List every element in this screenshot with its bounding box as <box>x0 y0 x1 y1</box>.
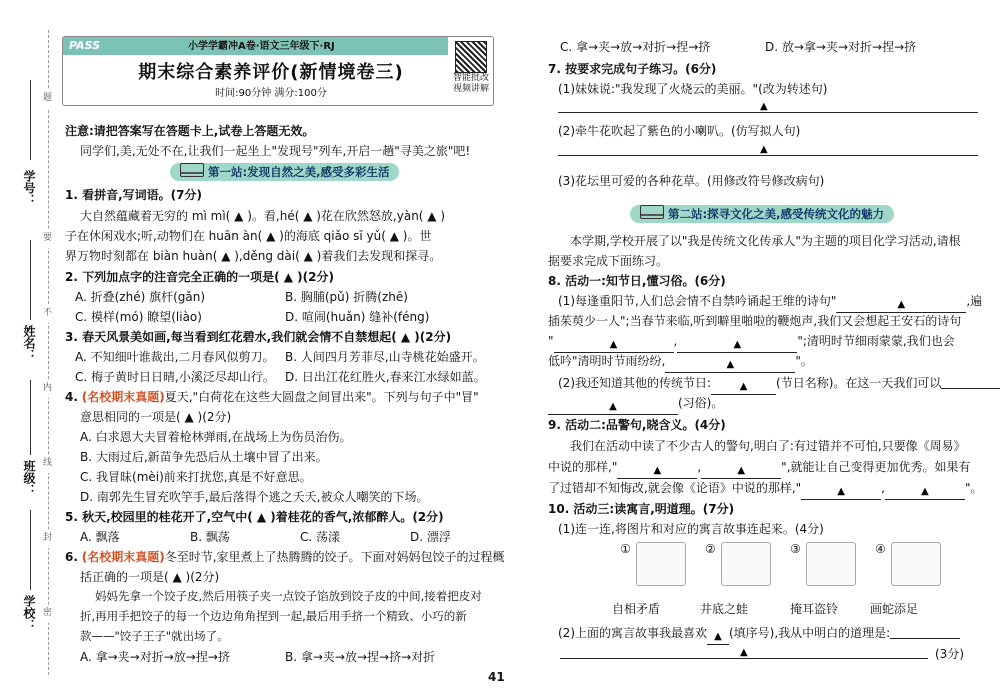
q10-sub-1: (1)连一连,将图片和对应的寓言故事连起来。(4分) <box>558 522 824 536</box>
q6-tag: (名校期末真题) <box>81 550 165 564</box>
q5-title: 5. 秋天,校园里的桂花开了,空气中( ▲ )着桂花的香气,浓郁醉人。(2分) <box>65 510 444 524</box>
blank[interactable]: ▲ <box>617 460 697 479</box>
q7-sub-1: (1)妹妹说:"我发现了火烧云的美丽。"(改为转述句) <box>558 82 828 96</box>
blank[interactable]: ▲ <box>701 460 781 479</box>
blank[interactable]: ▲ <box>885 481 965 500</box>
station-2-intro: 据要求完成下面练习。 <box>548 254 669 268</box>
answer-marker: ▲ <box>740 647 748 658</box>
q4-title-cont: 意思相同的一项是( ▲ )(2分) <box>80 410 232 424</box>
q3-option-d[interactable]: D. 日出江花红胜火,春来江水绿如蓝。 <box>285 370 486 384</box>
q4-option-c[interactable]: C. 我冒昧(mèi)前来打扰您,真是不好意思。 <box>80 470 312 484</box>
qr-caption: 智能批改 视频讲解 <box>452 73 489 95</box>
fable-picture-1[interactable] <box>636 542 686 586</box>
margin-blank-school <box>30 510 31 590</box>
answer-marker: ▲ <box>760 144 768 155</box>
train-icon <box>180 163 204 177</box>
q9-line: 了过错却不知悔改,就会像《论语》中说的那样," ▲ , ▲ "。 <box>548 479 983 500</box>
margin-label-class: 班级： <box>22 460 36 496</box>
page-number: 41 <box>488 670 505 684</box>
q6-title-text: 冬至时节,家里煮上了热腾腾的饺子。下面对妈妈包饺子的过程概 <box>164 550 505 564</box>
fig-number: ② <box>705 542 716 556</box>
fig-number: ④ <box>875 542 886 556</box>
fable-picture-4[interactable] <box>891 542 941 586</box>
blank[interactable]: ▲ <box>711 376 776 395</box>
q2-option-a[interactable]: A. 折叠(zhé) 旗杆(gǎn) <box>75 290 206 304</box>
exam-header <box>62 36 494 106</box>
station-2-intro: 本学期,学校开展了以"我是传统文化传承人"为主题的项目化学习活动,请根 <box>570 234 961 248</box>
blank[interactable]: ▲ <box>665 354 795 373</box>
intro: 同学们,美,无处不在,让我们一起坐上"发现号"列车,开启一趟"寻美之旅"吧! <box>80 144 471 158</box>
margin-blank-id <box>30 80 31 160</box>
exam-time-score: 时间:90分钟 满分:100分 <box>215 88 327 99</box>
seal-char: 不 <box>43 305 52 323</box>
fable-name-2[interactable]: 井底之蛙 <box>700 602 749 616</box>
q4-title-text: 夏天,"白荷花在这些大圆盘之间冒出来"。下列与句子中"冒" <box>164 390 479 404</box>
q6-passage: 折,再用手把饺子的每一个边边角角捏到一起,最后用手挤一个精致、小巧的新 <box>80 609 467 623</box>
margin-label-id: 学号： <box>22 170 36 206</box>
q7-title: 7. 按要求完成句子练习。(6分) <box>548 62 717 76</box>
seal-char: 线 <box>43 455 52 473</box>
pass-logo: PASS <box>69 39 101 52</box>
q8-title: 8. 活动一:知节日,懂习俗。(6分) <box>548 274 726 288</box>
q1-title: 1. 看拼音,写词语。(7分) <box>65 188 202 202</box>
q3-option-c[interactable]: C. 梅子黄时日日晴,小溪泛尽却山行。 <box>75 370 275 384</box>
q6-passage: 妈妈先拿一个饺子皮,然后用筷子夹一点饺子馅放到饺子皮的中间,接着把皮对 <box>95 589 482 603</box>
q10-title: 10. 活动三:读寓言,明道理。(7分) <box>548 502 735 516</box>
blank[interactable] <box>941 388 1000 389</box>
q9-line: 中说的那样," ▲ , ▲ ",就能让自己变得更加优秀。如果有 <box>548 458 971 479</box>
margin-label-school: 学校： <box>22 595 36 631</box>
margin-label-name: 姓名： <box>22 325 36 361</box>
fig-number: ③ <box>790 542 801 556</box>
q3-title: 3. 春天风景美如画,每当看到红花碧水,我们就会情不自禁想起( ▲ )(2分) <box>65 330 452 344</box>
q9-line: 我们在活动中读了不少古人的警句,明白了:有过错并不可怕,只要像《周易》 <box>570 439 966 453</box>
blank[interactable]: ▲ <box>801 481 881 500</box>
q5-option-d[interactable]: D. 漂浮 <box>410 530 451 544</box>
seal-char: 题 <box>43 90 52 108</box>
blank[interactable]: ▲ <box>548 396 678 415</box>
q2-title: 2. 下列加点字的注音完全正确的一项是( ▲ )(2分) <box>65 270 334 284</box>
q7-sub-2: (2)牵牛花吹起了紫色的小喇叭。(仿写拟人句) <box>558 124 801 138</box>
q4-option-a[interactable]: A. 白求恩大夫冒着枪林弹雨,在战场上为伤员治伤。 <box>80 430 352 444</box>
blank[interactable]: ▲ <box>836 294 966 313</box>
q4-tag: (名校期末真题) <box>81 390 165 404</box>
fig-number: ① <box>620 542 631 556</box>
answer-line[interactable] <box>558 112 978 113</box>
q6-option-d[interactable]: D. 放→拿→夹→对折→捏→挤 <box>765 40 917 54</box>
fable-picture-2[interactable] <box>721 542 771 586</box>
q4-option-d[interactable]: D. 南郭先生冒充吹竽手,最后落得个逃之夭夭,被众人嘲笑的下场。 <box>80 490 429 504</box>
q8-line: 插茱萸少一人";当春节来临,听到噼里啪啦的鞭炮声,我们又会想起王安石的诗句 <box>548 314 962 328</box>
q6-title-cont: 括正确的一项是( ▲ )(2分) <box>80 570 220 584</box>
q4-title: 4. (名校期末真题)夏天,"白荷花在这些大圆盘之间冒出来"。下列与句子中"冒" <box>65 390 479 404</box>
fable-name-3[interactable]: 掩耳盗铃 <box>790 602 839 616</box>
q1-line: 界万物时刻都在 biàn huàn( ▲ ),děng dài( ▲ )着我们去发现和探寻。 <box>65 249 442 263</box>
fable-picture-3[interactable] <box>806 542 856 586</box>
q6-passage: 款——"饺子王子"就出场了。 <box>80 629 229 643</box>
answer-line[interactable] <box>558 155 978 156</box>
station-1-banner <box>170 163 399 181</box>
blank[interactable]: ▲ <box>707 626 729 645</box>
seal-char: 密 <box>43 605 52 623</box>
station-2-title: 第二站:探寻文化之美,感受传统文化的魅力 <box>668 207 884 221</box>
q5-option-c[interactable]: C. 荡漾 <box>300 530 341 544</box>
q2-option-c[interactable]: C. 模样(mó) 瞭望(liào) <box>75 310 202 324</box>
q10-sub-2: (2)上面的寓言故事我最喜欢 ▲ (填序号),我从中明白的道理是: <box>558 624 960 645</box>
seal-char: 要 <box>43 230 52 248</box>
q10-score: (3分) <box>935 647 964 661</box>
station-2-banner <box>630 205 894 223</box>
q7-sub-3: (3)花坛里可爱的各种花草。(用修改符号修改病句) <box>558 174 825 188</box>
notice: 注意:请把答案写在答题卡上,试卷上答题无效。 <box>65 124 315 138</box>
q2-option-d[interactable]: D. 喧闹(huǎn) 缝补(féng) <box>285 310 430 324</box>
fable-name-1[interactable]: 自相矛盾 <box>612 602 661 616</box>
q4-option-b[interactable]: B. 大雨过后,新苗争先恐后从土壤中冒了出来。 <box>80 450 328 464</box>
q6-option-b[interactable]: B. 拿→夹→放→捏→挤→对折 <box>285 650 436 664</box>
margin-blank-class <box>30 380 31 455</box>
margin-blank-name <box>30 240 31 320</box>
blank[interactable]: ▲ <box>677 334 797 353</box>
q8-line: (1)每逢重阳节,人们总会情不自禁吟诵起王维的诗句" ▲ ,遍 <box>558 292 982 313</box>
seal-line <box>48 30 49 675</box>
blank[interactable] <box>890 638 960 639</box>
qr-code-icon[interactable] <box>455 41 487 73</box>
q8-line: " ▲ , ▲ ";清明时节细雨蒙蒙,我们也会 <box>548 332 955 353</box>
q3-option-b[interactable]: B. 人间四月芳菲尽,山寺桃花始盛开。 <box>285 350 485 364</box>
q1-line: 大自然蕴藏着无穷的 mì mì( ▲ )。看,hé( ▲ )花在欣然怒放,yàn( ▲ ) <box>80 209 446 223</box>
q9-title: 9. 活动二:品警句,晓含义。(4分) <box>548 418 726 432</box>
station-1-title: 第一站:发现自然之美,感受多彩生活 <box>208 165 390 179</box>
q5-option-a[interactable]: A. 飘落 <box>80 530 120 544</box>
train-icon <box>640 205 664 219</box>
fable-name-4[interactable]: 画蛇添足 <box>870 602 919 616</box>
q6-option-a[interactable]: A. 拿→夹→对折→放→捏→挤 <box>80 650 230 664</box>
q6-option-c[interactable]: C. 拿→夹→放→对折→捏→挤 <box>560 40 711 54</box>
series-name: 小学学霸冲A卷·语文三年级下·RJ <box>188 41 335 52</box>
blank[interactable]: ▲ <box>554 334 674 353</box>
q6-title: 6. (名校期末真题)冬至时节,家里煮上了热腾腾的饺子。下面对妈妈包饺子的过程概 <box>65 550 505 564</box>
q8-line: ▲ (习俗)。 <box>548 394 723 415</box>
q5-option-b[interactable]: B. 飘荡 <box>190 530 230 544</box>
q8-line: 低吟"清明时节雨纷纷, ▲ "。 <box>548 352 813 373</box>
answer-marker: ▲ <box>760 101 768 112</box>
exam-title: 期末综合素养评价(新情境卷三) <box>138 62 404 83</box>
seal-char: 内 <box>43 380 52 398</box>
q2-option-b[interactable]: B. 胸脯(pǔ) 折腾(zhē) <box>285 290 408 304</box>
q3-option-a[interactable]: A. 不知细叶谁裁出,二月春风似剪刀。 <box>75 350 275 364</box>
q1-line: 子在休闲戏水;听,动物们在 huān àn( ▲ )的海底 qiǎo sī yǔ( ▲ )。世 <box>65 229 432 243</box>
seal-char: 封 <box>43 530 52 548</box>
q8-line: (2)我还知道其他的传统节日: ▲ (节日名称)。在这一天我们可以 <box>558 374 1000 395</box>
